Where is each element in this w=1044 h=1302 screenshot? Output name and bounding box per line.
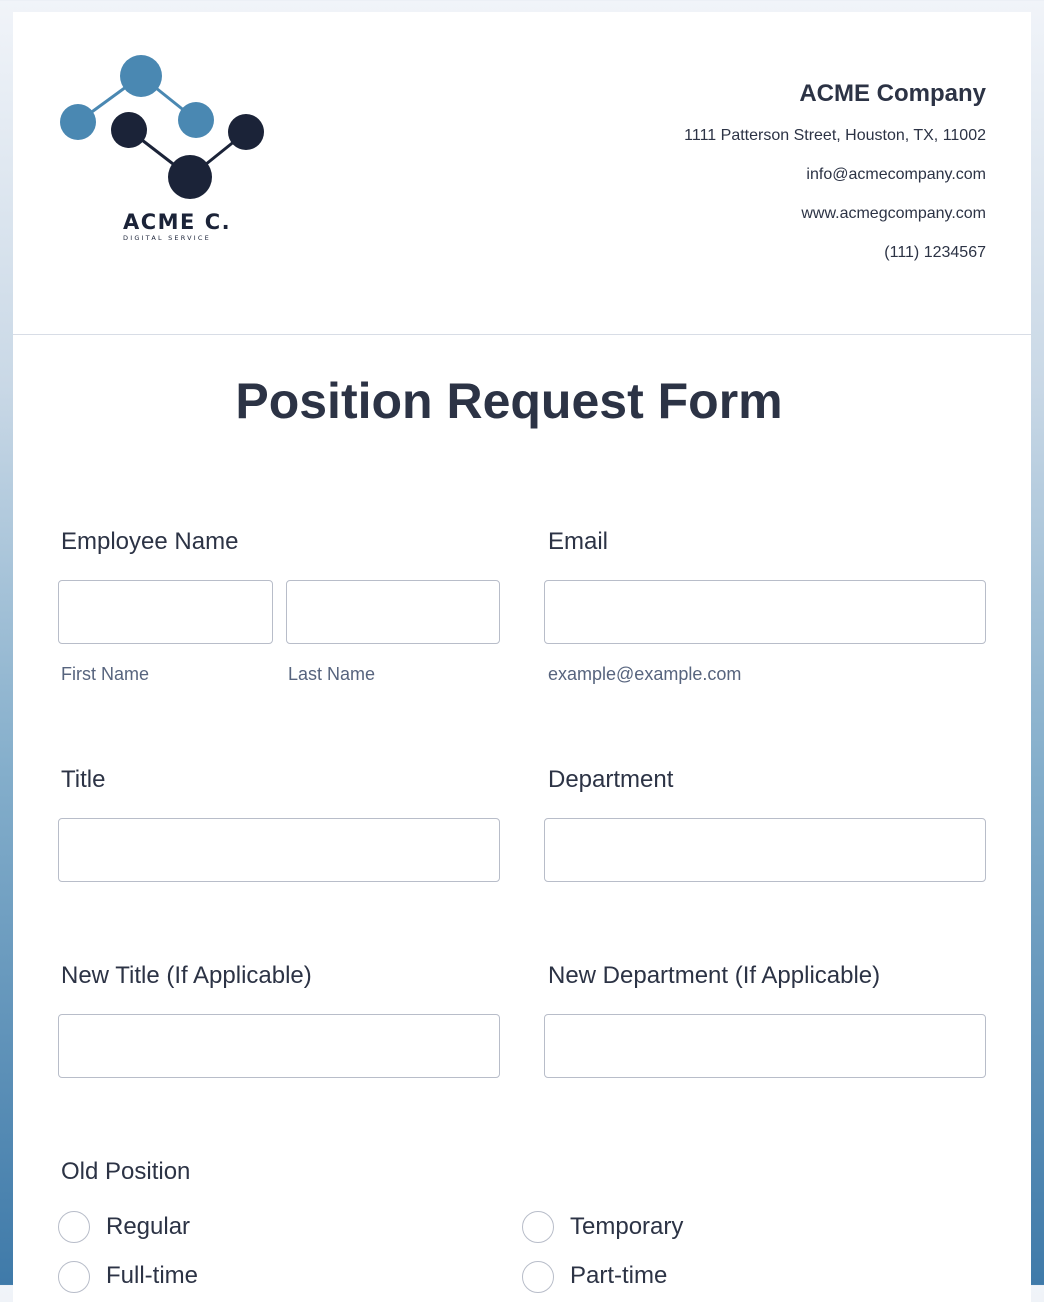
radio-regular[interactable] [58, 1211, 90, 1243]
new-title-input[interactable] [58, 1014, 500, 1078]
radio-regular-label[interactable]: Regular [106, 1213, 191, 1240]
radio-part-time-label[interactable]: Part-time [570, 1262, 668, 1289]
last-name-input[interactable] [286, 580, 500, 644]
new-title-label: New Title (If Applicable) [61, 962, 312, 989]
company-phone: (111) 1234567 [884, 244, 986, 261]
form-card [13, 12, 1031, 1302]
first-name-input[interactable] [58, 580, 273, 644]
new-department-input[interactable] [544, 1014, 986, 1078]
last-name-sublabel: Last Name [288, 664, 376, 684]
email-input[interactable] [544, 580, 986, 644]
radio-temporary[interactable] [522, 1211, 554, 1243]
radio-part-time[interactable] [522, 1261, 554, 1293]
form-header [13, 12, 1031, 335]
radio-full-time-label[interactable]: Full-time [106, 1262, 199, 1289]
company-info [684, 80, 986, 282]
department-input[interactable] [544, 818, 986, 882]
title-label: Title [61, 766, 106, 793]
company-email: info@acmecompany.com [806, 166, 986, 183]
company-name: ACME Company [799, 80, 986, 107]
employee-name-label: Employee Name [61, 528, 239, 555]
company-website: www.acmegcompany.com [801, 205, 986, 222]
email-label: Email [548, 528, 609, 555]
logo-tagline: DIGITAL SERVICE [123, 234, 211, 242]
radio-full-time[interactable] [58, 1261, 90, 1293]
form-title: Position Request Form [235, 373, 783, 429]
logo-wordmark: ACME C. [123, 210, 232, 234]
department-label: Department [548, 766, 674, 793]
first-name-sublabel: First Name [61, 664, 150, 684]
old-position-label: Old Position [61, 1158, 191, 1185]
email-sublabel: example@example.com [548, 664, 742, 684]
radio-temporary-label[interactable]: Temporary [570, 1213, 684, 1240]
company-address: 1111 Patterson Street, Houston, TX, 11002 [684, 127, 986, 144]
new-department-label: New Department (If Applicable) [548, 962, 881, 989]
title-input[interactable] [58, 818, 500, 882]
